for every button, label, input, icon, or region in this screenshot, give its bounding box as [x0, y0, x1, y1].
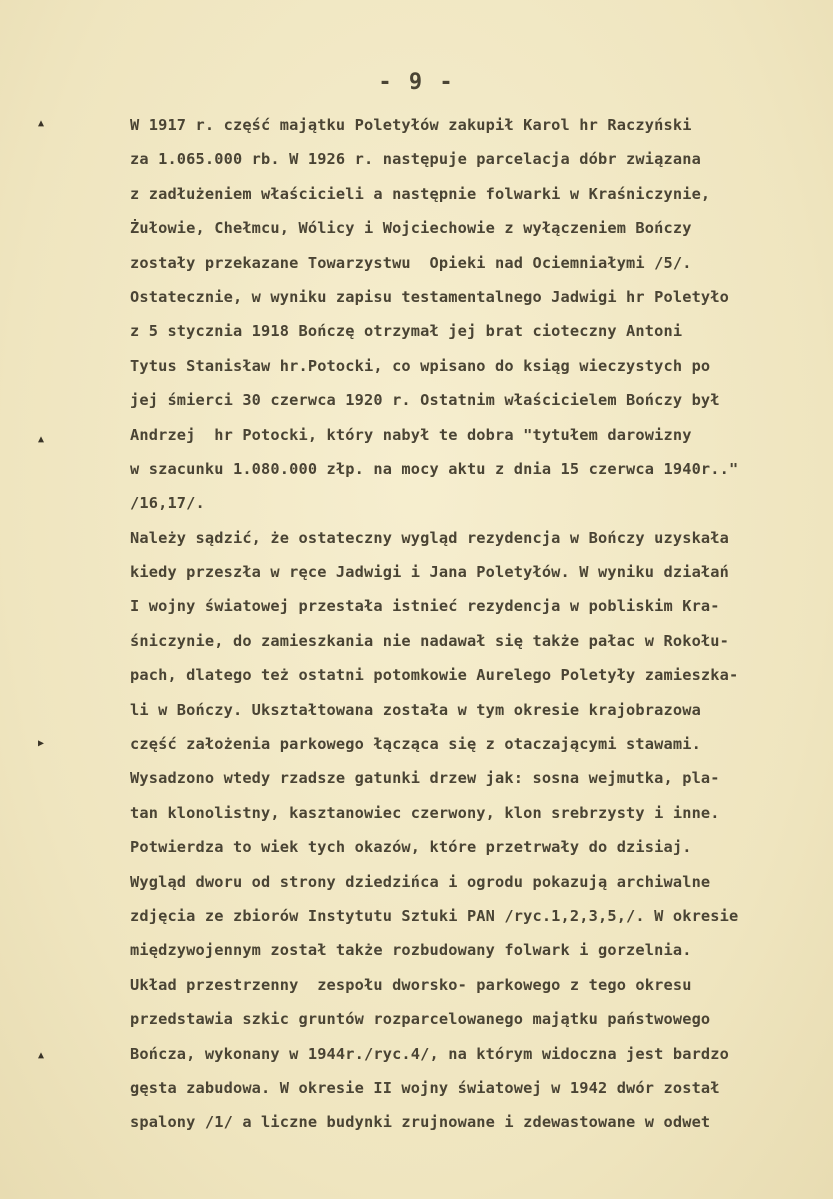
text-line: Układ przestrzenny zespołu dworsko- parkowego z tego okresu	[130, 975, 692, 994]
text-line: tan klonolistny, kasztanowiec czerwony, klon srebrzysty i inne.	[130, 803, 720, 822]
text-line: za 1.065.000 rb. W 1926 r. następuje parcelacja dóbr związana	[130, 150, 701, 169]
text-line: pach, dlatego też ostatni potomkowie Aurelego Poletyły zamieszka-	[130, 666, 739, 685]
text-line: Ostatecznie, w wyniku zapisu testamentalnego Jadwigi hr Poletyło	[130, 287, 730, 306]
text-line: Andrzej hr Potocki, który nabył te dobra "tytułem darowizny	[130, 425, 692, 444]
text-line: przedstawia szkic gruntów rozparcelowanego majątku państwowego	[130, 1010, 711, 1029]
margin-mark: ▲	[38, 1050, 45, 1061]
margin-mark: ▲	[38, 434, 45, 445]
text-line: śniczynie, do zamieszkania nie nadawał się także pałac w Rokołu-	[130, 631, 730, 650]
margin-mark: ▲	[38, 118, 45, 129]
text-line: /16,17/.	[130, 494, 205, 513]
page-number: - 9 -	[378, 70, 455, 95]
text-line: I wojny światowej przestała istnieć rezydencja w pobliskim Kra-	[130, 597, 720, 616]
text-line: z 5 stycznia 1918 Bończę otrzymał jej brat cioteczny Antoni	[130, 322, 683, 341]
text-line: zostały przekazane Towarzystwu Opieki nad Ociemniałymi /5/.	[130, 253, 692, 272]
text-line: Wygląd dworu od strony dziedzińca i ogrodu pokazują archiwalne	[130, 872, 711, 891]
text-line: Bończa, wykonany w 1944r./ryc.4/, na którym widoczna jest bardzo	[130, 1044, 730, 1063]
text-line: spalony /1/ a liczne budynki zrujnowane i zdewastowane w odwet	[130, 1113, 711, 1132]
text-line: li w Bończy. Ukształtowana została w tym okresie krajobrazowa	[130, 700, 701, 719]
text-line: zdjęcia ze zbiorów Instytutu Sztuki PAN /ryc.1,2,3,5,/. W okresie	[130, 906, 739, 925]
text-line: Tytus Stanisław hr.Potocki, co wpisano do ksiąg wieczystych po	[130, 356, 711, 375]
text-line: Należy sądzić, że ostateczny wygląd rezydencja w Bończy uzyskała	[130, 528, 730, 547]
text-line: Żułowie, Chełmcu, Wólicy i Wojciechowie z wyłączeniem Bończy	[130, 219, 692, 238]
text-line: jej śmierci 30 czerwca 1920 r. Ostatnim właścicielem Bończy był	[130, 391, 720, 410]
text-line: gęsta zabudowa. W okresie II wojny światowej w 1942 dwór został	[130, 1078, 720, 1097]
text-line: Wysadzono wtedy rzadsze gatunki drzew jak: sosna wejmutka, pla-	[130, 769, 720, 788]
text-line: międzywojennym został także rozbudowany folwark i gorzelnia.	[130, 941, 692, 960]
text-line: w szacunku 1.080.000 złp. na mocy aktu z dnia 15 czerwca 1940r.."	[130, 459, 739, 478]
text-line: Potwierdza to wiek tych okazów, które przetrwały do dzisiaj.	[130, 838, 692, 857]
body-text	[130, 108, 830, 1140]
text-line: z zadłużeniem właścicieli a następnie folwarki w Kraśniczynie,	[130, 184, 711, 203]
margin-mark: ▶	[38, 738, 45, 749]
text-line: kiedy przeszła w ręce Jadwigi i Jana Poletyłów. W wyniku działań	[130, 563, 730, 582]
text-line: część założenia parkowego łącząca się z otaczającymi stawami.	[130, 735, 701, 754]
text-line: W 1917 r. część majątku Poletyłów zakupił Karol hr Raczyński	[130, 116, 692, 134]
